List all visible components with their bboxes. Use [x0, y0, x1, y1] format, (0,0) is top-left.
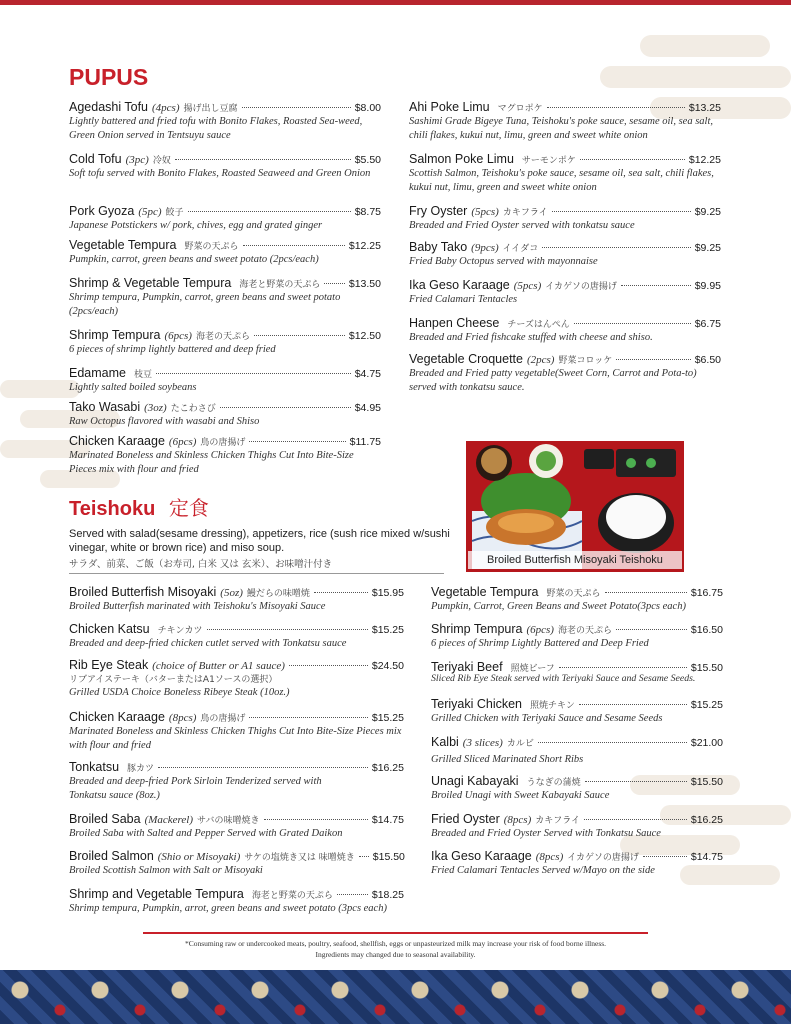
item-jp-name: 海老の天ぷら	[557, 626, 612, 636]
item-price: $16.50	[690, 624, 723, 636]
item-qty: (3pc)	[125, 154, 149, 166]
menu-item	[69, 204, 381, 233]
item-description: Lightly salted boiled soybeans	[69, 382, 197, 393]
item-price: $15.50	[690, 776, 723, 788]
teishoku-right-column	[431, 585, 723, 885]
item-name: Edamame	[69, 366, 126, 380]
item-jp-name: サケの塩焼き又は 味噌焼き	[244, 853, 355, 863]
item-jp-name: マグロポケ	[497, 104, 543, 114]
leader-dots	[574, 323, 691, 324]
footer-note: Ingredients may changed due to seasonal availability.	[315, 950, 476, 959]
item-qty: (5pc)	[138, 206, 162, 218]
leader-dots	[584, 819, 687, 820]
item-jp-name: イカゲソの唐揚げ	[567, 853, 639, 863]
menu-item	[431, 774, 723, 803]
item-description: Breaded and deep-fried chicken cutlet served with Tonkatsu sauce	[69, 638, 347, 649]
pupus-title: PUPUS	[69, 64, 149, 90]
item-description: Sliced Rib Eye Steak served with Teriyaki Sauce and Sesame Seeds.	[431, 673, 696, 684]
item-jp-name: 鰻だらの味噌焼	[246, 589, 310, 599]
leader-dots	[264, 819, 368, 820]
item-price: $13.25	[688, 102, 721, 114]
leader-dots	[616, 629, 687, 630]
item-name: Broiled Butterfish Misoyaki	[69, 585, 217, 599]
menu-item	[69, 849, 404, 878]
item-description: Shrimp tempura, Pumpkin, carrot, green beans and sweet potato (2pcs/each)	[69, 292, 341, 317]
item-qty: (5pcs)	[471, 206, 499, 218]
item-price: $15.50	[690, 662, 723, 674]
item-qty: (Shio or Misoyaki)	[157, 851, 241, 863]
leader-dots	[243, 245, 345, 246]
item-description: Broiled Butterfish marinated with Teishoku's Misoyaki Sauce	[69, 601, 326, 612]
item-jp-name: たこわさび	[170, 404, 216, 414]
item-jp-name: 野菜コロッケ	[558, 356, 613, 366]
item-description: Sashimi Grade Bigeye Tuna, Teishoku's poke sauce, sesame oil, sea salt, chili flakes, kukui nut, limu, green and sweet white onion	[409, 116, 713, 141]
item-jp-name: カキフライ	[502, 208, 548, 218]
menu-item	[409, 152, 721, 195]
leader-dots	[314, 592, 368, 593]
item-price: $12.25	[688, 154, 721, 166]
menu-item	[69, 812, 404, 841]
item-price: $16.75	[690, 587, 723, 599]
item-qty: (5oz)	[220, 587, 243, 599]
pupus-left-column	[69, 100, 381, 480]
item-qty: (6pcs)	[164, 330, 192, 342]
item-description: Pumpkin, carrot, green beans and sweet potato (2pcs/each)	[69, 254, 319, 265]
item-description: Broiled Saba with Salted and Pepper Served with Grated Daikon	[69, 828, 343, 839]
menu-item	[69, 328, 381, 357]
menu-item	[69, 276, 381, 319]
item-description: Grilled USDA Choice Boneless Ribeye Steak (10oz.)	[69, 687, 290, 698]
photo-caption: Broiled Butterfish Misoyaki Teishoku	[468, 551, 682, 569]
item-name: Cold Tofu	[69, 152, 122, 166]
item-description: Breaded and Fried Oyster Served with Tonkatsu Sauce	[431, 828, 661, 839]
item-name: Ika Geso Karaage	[431, 849, 532, 863]
menu-item	[69, 400, 381, 429]
item-price: $6.75	[694, 318, 721, 330]
item-price: $14.75	[690, 851, 723, 863]
menu-item	[69, 434, 381, 477]
item-name: Chicken Karaage	[69, 710, 165, 724]
item-name: Pork Gyoza	[69, 204, 135, 218]
item-name: Kalbi	[431, 735, 459, 749]
item-jp-name: 野菜の天ぷら	[546, 589, 601, 599]
item-qty: (8pcs)	[535, 851, 564, 863]
item-jp-name: 野菜の天ぷら	[184, 242, 239, 252]
menu-item	[69, 760, 404, 803]
menu-item	[431, 585, 723, 614]
item-jp-name: 鳥の唐揚げ	[200, 714, 246, 724]
item-description: Marinated Boneless and Skinless Chicken Thighs Cut Into Bite-Size Pieces mix with flour and fried	[69, 726, 402, 751]
item-name: Vegetable Tempura	[431, 585, 539, 599]
item-price: $15.25	[371, 624, 404, 636]
item-name: Shrimp & Vegetable Tempura	[69, 276, 232, 290]
menu-item	[409, 316, 721, 345]
item-qty: (Mackerel)	[144, 814, 194, 826]
leader-dots	[158, 767, 368, 768]
item-price: $24.50	[371, 660, 404, 672]
item-price: $4.75	[354, 368, 381, 380]
footer-disclaimer: *Consuming raw or undercooked meats, poultry, seafood, shellfish, eggs or unpasteurized milk may increase your risk of food borne illness.	[184, 939, 607, 948]
item-qty: (4pcs)	[152, 102, 180, 114]
menu-item	[69, 238, 381, 267]
item-description: Lightly battered and fried tofu with Bonito Flakes, Roasted Sea-weed, Green Onion served in Tentsuyu sauce	[69, 116, 363, 141]
leader-dots	[175, 159, 351, 160]
menu-item	[409, 278, 721, 307]
cloud-decoration	[600, 66, 791, 88]
menu-item	[69, 152, 381, 181]
item-price: $9.25	[694, 206, 721, 218]
item-jp-name: サバの味噌焼き	[197, 816, 260, 826]
leader-dots	[220, 407, 351, 408]
leader-dots	[324, 283, 344, 284]
item-jp-name: うなぎの蒲焼	[526, 778, 581, 788]
item-qty: (choice of Butter or A1 sauce)	[152, 660, 285, 672]
item-jp-name: 餃子	[165, 208, 184, 218]
item-price: $13.50	[348, 278, 381, 290]
menu-item	[69, 658, 404, 700]
item-price: $16.25	[690, 814, 723, 826]
item-price: $21.00	[690, 737, 723, 749]
item-jp-name: 海老と野菜の天ぷら	[239, 280, 321, 290]
item-price: $16.25	[371, 762, 404, 774]
item-description: Broiled Scottish Salmon with Salt or Misoyaki	[69, 865, 263, 876]
item-name: Vegetable Croquette	[409, 352, 523, 366]
item-name: Agedashi Tofu	[69, 100, 148, 114]
leader-dots	[359, 856, 369, 857]
leader-dots	[579, 704, 687, 705]
leader-dots	[242, 107, 351, 108]
item-description: Pumpkin, Carrot, Green Beans and Sweet Potato(3pcs each)	[431, 601, 686, 612]
item-jp-name: カルビ	[506, 739, 534, 749]
leader-dots	[249, 441, 345, 442]
item-name: Broiled Saba	[69, 812, 141, 826]
teishoku-left-column	[69, 585, 404, 925]
item-description: Marinated Boneless and Skinless Chicken Thighs Cut Into Bite-Size Pieces mix with flour and fried	[69, 450, 354, 475]
item-jp-name: サーモンポケ	[521, 156, 576, 166]
leader-dots	[337, 894, 368, 895]
item-price: $12.50	[348, 330, 381, 342]
teishoku-title	[69, 492, 209, 521]
item-name: Shrimp and Vegetable Tempura	[69, 887, 244, 901]
item-price: $15.25	[690, 699, 723, 711]
item-name: Chicken Karaage	[69, 434, 165, 448]
teishoku-intro: Served with salad(sesame dressing), appetizers, rice (sush rice mixed w/sushi vinegar, white or brown rice) and miso soup.	[69, 528, 450, 554]
item-name: Ika Geso Karaage	[409, 278, 510, 292]
item-price: $15.50	[372, 851, 405, 863]
item-jp-name: チーズはんぺん	[507, 320, 570, 330]
item-qty: (8pcs)	[168, 712, 197, 724]
item-qty: (6pcs)	[526, 624, 554, 636]
leader-dots	[580, 159, 685, 160]
item-name: Chicken Katsu	[69, 622, 150, 636]
menu-item	[69, 710, 404, 753]
menu-item	[409, 204, 721, 233]
item-price: $6.50	[694, 354, 721, 366]
item-name: Fried Oyster	[431, 812, 500, 826]
leader-dots	[188, 211, 351, 212]
item-jp-name: イカゲソの唐揚げ	[545, 282, 617, 292]
menu-item	[69, 887, 404, 916]
item-description: Breaded and Fried patty vegetable(Sweet Corn, Carrot and Pota-to) served with tonkatsu sauce.	[409, 368, 697, 393]
leader-dots	[249, 717, 367, 718]
item-name: Vegetable Tempura	[69, 238, 177, 252]
item-qty: (3oz)	[144, 402, 167, 414]
item-qty: (9pcs)	[471, 242, 499, 254]
item-jp-name: 海老の天ぷら	[195, 332, 250, 342]
item-price: $8.00	[354, 102, 381, 114]
teishoku-title-en: Teishoku	[69, 498, 156, 520]
item-price: $8.75	[354, 206, 381, 218]
item-description: Fried Calamari Tentacles Served w/Mayo on the side	[431, 865, 655, 876]
menu-item	[69, 585, 404, 614]
item-jp-name: カキフライ	[535, 816, 580, 826]
item-price: $9.25	[694, 242, 721, 254]
item-description: 6 pieces of shrimp lightly battered and deep fried	[69, 344, 276, 355]
leader-dots	[156, 373, 351, 374]
menu-item	[431, 660, 723, 684]
menu-item	[69, 366, 381, 395]
menu-item	[431, 622, 723, 651]
item-name: Baby Tako	[409, 240, 468, 254]
leader-dots	[538, 742, 687, 743]
item-description: Fried Calamari Tentacles	[409, 294, 518, 305]
item-price: $14.75	[371, 814, 404, 826]
leader-dots	[289, 665, 368, 666]
item-price: $15.95	[371, 587, 404, 599]
item-description: Shrimp tempura, Pumpkin, arrot, green beans and sweet potato (3pcs each)	[69, 903, 387, 914]
item-jp-name: 照焼ビーフ	[510, 664, 555, 674]
menu-item	[431, 812, 723, 841]
item-jp-name: 豚カツ	[127, 764, 155, 774]
item-description: Grilled Sliced Marinated Short Ribs	[431, 754, 584, 765]
pupus-right-column	[409, 100, 721, 400]
item-jp-name: 揚げ出し豆腐	[183, 104, 238, 114]
item-description: Soft tofu served with Bonito Flakes, Roasted Seaweed and Green Onion	[69, 168, 371, 179]
item-price: $18.25	[371, 889, 404, 901]
leader-dots	[621, 285, 691, 286]
leader-dots	[585, 781, 687, 782]
item-qty: (8pcs)	[503, 814, 532, 826]
menu-item	[431, 697, 723, 726]
item-jp-name: 冷奴	[152, 156, 171, 166]
item-name: Tako Wasabi	[69, 400, 141, 414]
menu-item	[431, 849, 723, 878]
teishoku-title-jp: 定食	[168, 496, 209, 520]
item-name: Hanpen Cheese	[409, 316, 500, 330]
item-jp-name: 枝豆	[133, 370, 152, 380]
item-jp-name: 海老と野菜の天ぷら	[251, 891, 333, 901]
item-description: Breaded and Fried fishcake stuffed with cheese and shiso.	[409, 332, 653, 343]
leader-dots	[605, 592, 687, 593]
item-description: Breaded and Fried Oyster served with tonkatsu sauce	[409, 220, 635, 231]
item-description: Raw Octopus flavored with wasabi and Shiso	[69, 416, 260, 427]
item-qty: (3 slices)	[462, 737, 503, 749]
item-qty: (5pcs)	[513, 280, 542, 292]
item-description: Fried Baby Octopus served with mayonnaise	[409, 256, 598, 267]
item-qty: (6pcs)	[168, 436, 197, 448]
item-price: $11.75	[349, 436, 381, 448]
item-name: Broiled Salmon	[69, 849, 154, 863]
item-jp-name: 照焼チキン	[530, 701, 575, 711]
item-name: Teriyaki Beef	[431, 660, 503, 674]
cloud-decoration	[0, 380, 80, 398]
footer-divider	[143, 932, 648, 934]
item-description: Breaded and deep-fried Pork Sirloin Tenderized served with Tonkatsu sauce (8oz.)	[69, 776, 322, 801]
item-jp-name: 鳥の唐揚げ	[200, 438, 246, 448]
item-name: Tonkatsu	[69, 760, 120, 774]
top-accent-bar	[0, 0, 791, 5]
item-description: Scottish Salmon, Teishoku's poke sauce, sesame oil, sea salt, chili flakes, kukui nut, limu, green and sweet white onion	[409, 168, 714, 193]
leader-dots	[207, 629, 368, 630]
item-price: $4.95	[354, 402, 381, 414]
item-price: $9.95	[694, 280, 721, 292]
item-qty: (2pcs)	[526, 354, 555, 366]
menu-item	[69, 622, 404, 651]
menu-item	[431, 735, 723, 767]
item-jp-name: リブアイステーキ（バターまたはA1ソースの選択）	[69, 675, 278, 685]
menu-item	[69, 100, 381, 143]
item-name: Shrimp Tempura	[69, 328, 161, 342]
leader-dots	[547, 107, 685, 108]
item-name: Salmon Poke Limu	[409, 152, 514, 166]
item-jp-name: イイダコ	[502, 244, 539, 254]
item-name: Fry Oyster	[409, 204, 468, 218]
item-price: $12.25	[348, 240, 381, 252]
menu-item	[409, 100, 721, 143]
leader-dots	[542, 247, 691, 248]
item-jp-name: チキンカツ	[157, 626, 203, 636]
item-description: Japanese Potstickers w/ pork, chives, egg and grated ginger	[69, 220, 323, 231]
item-name: Unagi Kabayaki	[431, 774, 519, 788]
leader-dots	[616, 359, 690, 360]
item-name: Ahi Poke Limu	[409, 100, 490, 114]
item-description: Grilled Chicken with Teriyaki Sauce and Sesame Seeds	[431, 713, 663, 724]
item-name: Shrimp Tempura	[431, 622, 523, 636]
menu-item	[409, 352, 721, 395]
teishoku-intro-jp: サラダ、前菜、ご飯（お寿司, 白米 又は 玄米）、お味噌汁付き	[69, 559, 333, 570]
item-description: 6 pieces of Shrimp Lightly Battered and Deep Fried	[431, 638, 649, 649]
leader-dots	[552, 211, 691, 212]
item-description: Broiled Unagi with Sweet Kabayaki Sauce	[431, 790, 610, 801]
decorative-pattern-band	[0, 970, 791, 1024]
item-name: Rib Eye Steak	[69, 658, 149, 672]
menu-item	[409, 240, 721, 269]
item-price: $15.25	[371, 712, 404, 724]
cloud-decoration	[640, 35, 770, 57]
item-price: $5.50	[354, 154, 381, 166]
leader-dots	[643, 856, 687, 857]
item-name: Teriyaki Chicken	[431, 697, 523, 711]
leader-dots	[559, 667, 687, 668]
section-divider	[69, 573, 444, 574]
leader-dots	[254, 335, 345, 336]
